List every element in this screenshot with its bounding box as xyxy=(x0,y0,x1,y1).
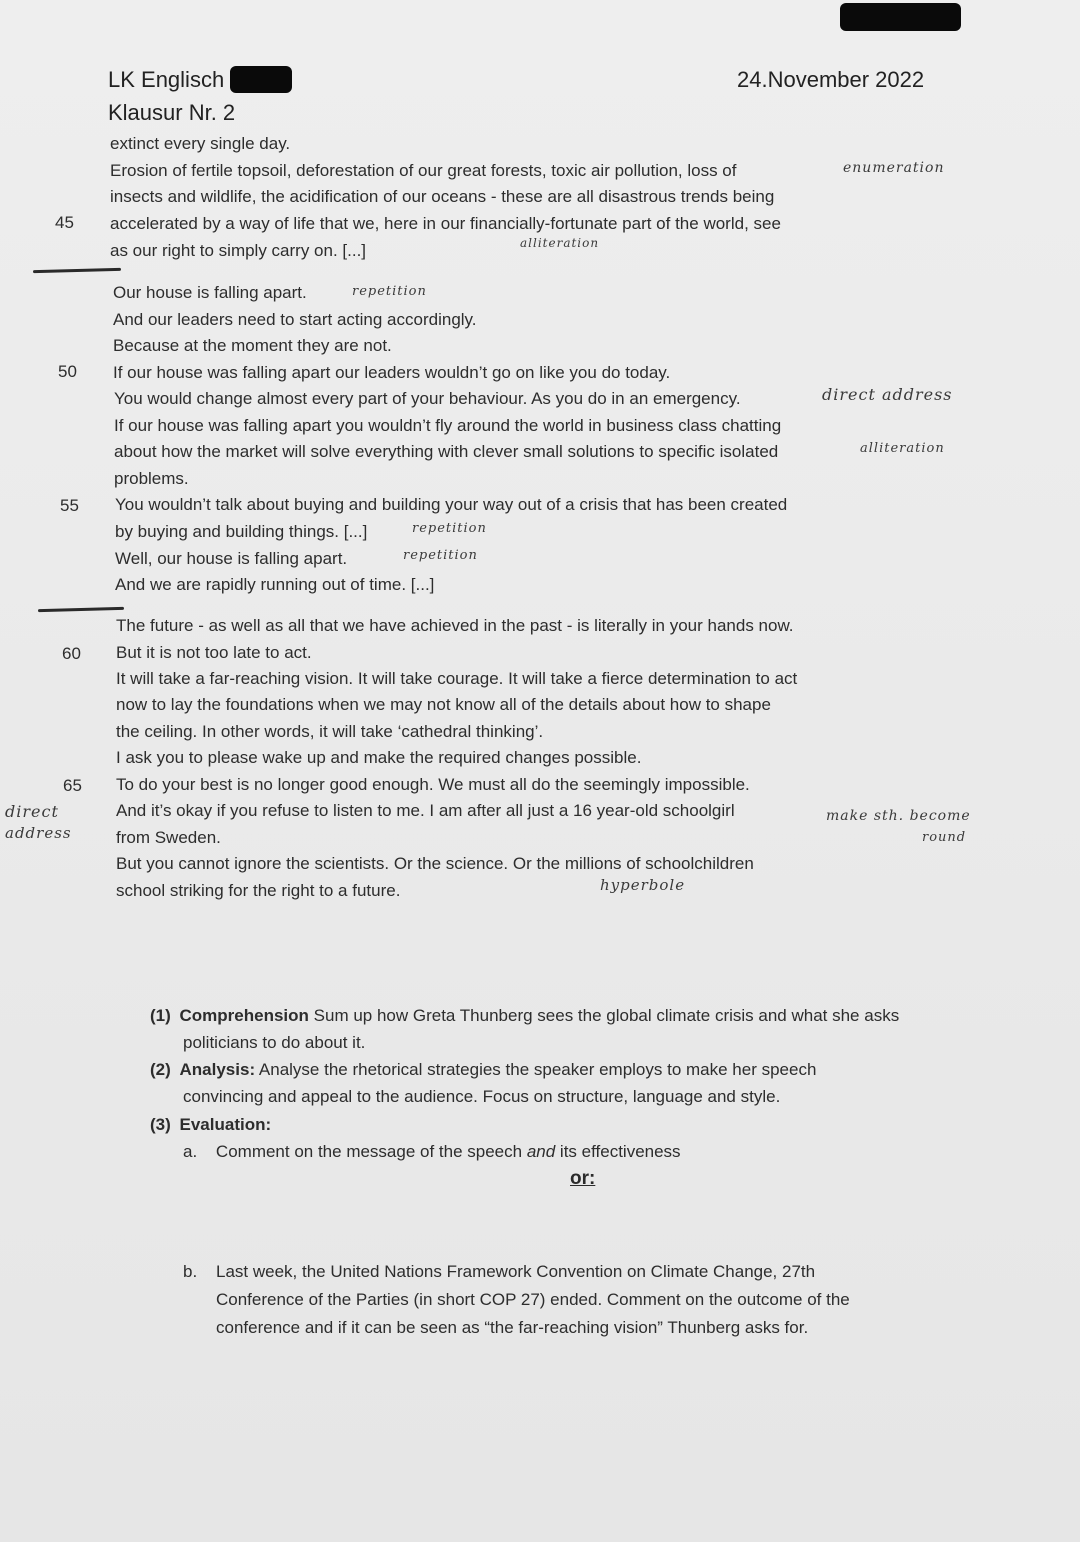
task-2 xyxy=(150,1056,816,1083)
task-3b-line: Last week, the United Nations Framework Convention on Climate Change, 27th xyxy=(216,1262,816,1281)
task-2-text-cont: convincing and appeal to the audience. Focus on structure, language and style. xyxy=(183,1087,781,1106)
exam-date: 24.November 2022 xyxy=(737,67,925,92)
task-1 xyxy=(150,1002,899,1029)
task-1-text: Sum up how Greta Thunberg sees the global climate crisis and what she asks xyxy=(308,1006,900,1025)
text-line: You wouldn’t talk about buying and building your way out of a crisis that has been created xyxy=(115,495,788,514)
annotation-direct-address-b: address xyxy=(5,824,72,842)
text-line: But you cannot ignore the scientists. Or the science. Or the millions of schoolchildren xyxy=(116,854,754,873)
text-line: It will take a far-reaching vision. It will take courage. It will take a fierce determination to act xyxy=(116,669,798,688)
annotation-repetition: repetition xyxy=(412,521,487,536)
text-line: Because at the moment they are not. xyxy=(113,336,392,355)
text-line: as our right to simply carry on. [...] xyxy=(110,241,367,260)
or-label: or: xyxy=(570,1168,596,1189)
text-line: from Sweden. xyxy=(116,828,221,847)
text-line: But it is not too late to act. xyxy=(116,643,312,662)
task-3b-line: Conference of the Parties (in short COP 27) ended. Comment on the outcome of the xyxy=(216,1290,850,1309)
text-line: by buying and building things. [...] xyxy=(115,522,368,541)
text-line: You would change almost every part of your behaviour. As you do in an emergency. xyxy=(114,389,741,408)
text-line: And our leaders need to start acting accordingly. xyxy=(113,310,477,329)
text-line: Erosion of fertile topsoil, deforestation of our great forests, toxic air pollution, loss of xyxy=(110,161,737,180)
text-line: And we are rapidly running out of time. [...] xyxy=(115,575,435,594)
annotation-hyperbole: hyperbole xyxy=(600,876,686,894)
text-line: now to lay the foundations when we may not know all of the details about how to shape xyxy=(116,695,771,714)
annotation-direct-address: direct address xyxy=(822,385,953,404)
text-line: Our house is falling apart. xyxy=(113,283,307,302)
course-title: LK Englisch xyxy=(108,67,225,92)
annotation-enumeration: enumeration xyxy=(843,160,945,176)
text-line: I ask you to please wake up and make the required changes possible. xyxy=(116,748,642,767)
text-line: accelerated by a way of life that we, here in our financially-fortunate part of the world, see xyxy=(110,214,781,233)
task-3b-line: conference and if it can be seen as “the far-reaching vision” Thunberg asks for. xyxy=(216,1318,809,1337)
annotation-alliteration: alliteration xyxy=(520,236,600,250)
text-line: To do your best is no longer good enough. We must all do the seemingly impossible. xyxy=(116,775,750,794)
line-number: 45 xyxy=(55,213,74,232)
task-3a-letter: a. xyxy=(183,1142,198,1161)
text-line: Well, our house is falling apart. xyxy=(115,549,348,568)
text-line: about how the market will solve everything with clever small solutions to specific isolated xyxy=(114,442,779,461)
annotation-direct-address-a: direct xyxy=(5,802,59,821)
task-3-label: Evaluation: xyxy=(179,1115,272,1134)
text-line: problems. xyxy=(114,469,189,488)
task-1-label: Comprehension xyxy=(179,1006,309,1025)
text-line: extinct every single day. xyxy=(110,134,291,153)
annotation-alliteration: alliteration xyxy=(860,441,945,456)
line-number: 65 xyxy=(63,776,82,795)
text-line: And it’s okay if you refuse to listen to me. I am after all just a 16 year-old schoolgirl xyxy=(116,801,735,820)
exam-title: Klausur Nr. 2 xyxy=(108,100,236,125)
section-divider xyxy=(33,268,121,273)
redaction-box-name xyxy=(230,66,292,93)
task-1-number: (1) xyxy=(150,1006,171,1025)
redaction-box-top xyxy=(840,3,961,31)
text-line: If our house was falling apart our leaders wouldn’t go on like you do today. xyxy=(113,363,671,382)
task-2-number: (2) xyxy=(150,1060,171,1079)
task-3 xyxy=(150,1111,271,1138)
task-3a xyxy=(183,1138,681,1165)
text-line: The future - as well as all that we have achieved in the past - is literally in your hands now. xyxy=(116,616,794,635)
annotation-make-round-a: make sth. become xyxy=(826,808,971,824)
section-divider xyxy=(38,607,124,612)
task-3a-italic: and xyxy=(526,1142,556,1161)
line-number: 60 xyxy=(62,644,81,663)
task-3a-text-end: its effectiveness xyxy=(555,1142,681,1161)
text-line: insects and wildlife, the acidification of our oceans - these are all disastrous trends being xyxy=(110,187,775,206)
annotation-repetition: repetition xyxy=(352,284,427,299)
task-2-label: Analysis: xyxy=(179,1060,256,1079)
line-number: 50 xyxy=(58,362,77,381)
text-line: school striking for the right to a future. xyxy=(116,881,401,900)
annotation-repetition: repetition xyxy=(403,548,478,563)
line-number: 55 xyxy=(60,496,79,515)
task-1-text-cont: politicians to do about it. xyxy=(183,1033,366,1052)
annotation-make-round-b: round xyxy=(922,830,967,845)
task-3b-letter: b. xyxy=(183,1262,198,1281)
task-3-number: (3) xyxy=(150,1115,171,1134)
text-line: If our house was falling apart you wouldn’t fly around the world in business class chatting xyxy=(114,416,782,435)
text-line: the ceiling. In other words, it will take ‘cathedral thinking’. xyxy=(116,722,544,741)
task-3a-text: Comment on the message of the speech xyxy=(215,1142,527,1161)
task-2-text: Analyse the rhetorical strategies the speaker employs to make her speech xyxy=(255,1060,817,1079)
